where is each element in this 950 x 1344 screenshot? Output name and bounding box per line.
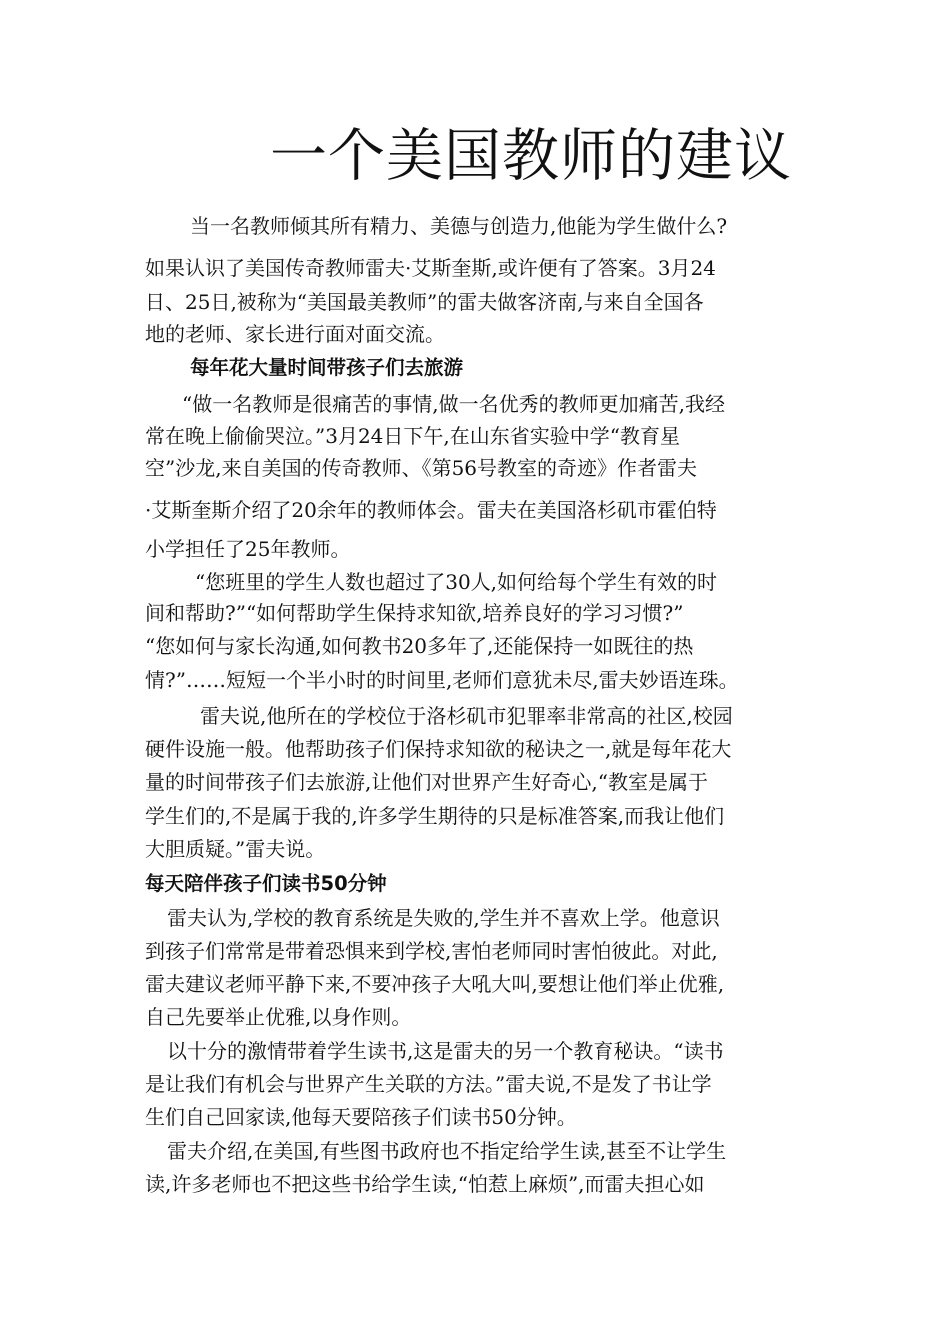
section-heading: 每天陪伴孩子们读书50分钟 [145,872,387,895]
text-line: “您班里的学生人数也超过了30人,如何给每个学生有效的时 [195,570,718,594]
text-line: 间和帮助?”“如何帮助学生保持求知欲,培养良好的学习习惯?” [145,601,684,625]
text-line: 情?”……短短一个半小时的时间里,老师们意犹未尽,雷夫妙语连珠。 [145,668,739,692]
text-line: 量的时间带孩子们去旅游,让他们对世界产生好奇心,“教室是属于 [145,770,708,794]
text-line: 是让我们有机会与世界产生关联的方法。”雷夫说,不是发了书让学 [145,1072,712,1096]
document-title: 一个美国教师的建议 [270,123,792,189]
text-line: 雷夫说,他所在的学校位于洛杉矶市犯罪率非常高的社区,校园 [200,704,733,728]
text-line: 雷夫认为,学校的教育系统是失败的,学生并不喜欢上学。他意识 [167,906,720,930]
text-line: 雷夫建议老师平静下来,不要冲孩子大吼大叫,要想让他们举止优雅, [145,972,725,996]
text-line: 生们自己回家读,他每天要陪孩子们读书50分钟。 [145,1105,577,1129]
text-line: 雷夫介绍,在美国,有些图书政府也不指定给学生读,甚至不让学生 [167,1139,727,1163]
text-line: 大胆质疑。”雷夫说。 [145,837,326,861]
text-line: 硬件设施一般。他帮助孩子们保持求知欲的秘诀之一,就是每年花大 [145,737,732,761]
text-line: 到孩子们常常是带着恐惧来到学校,害怕老师同时害怕彼此。对此, [145,939,718,963]
text-line: 读,许多老师也不把这些书给学生读,“怕惹上麻烦”,而雷夫担心如 [145,1172,705,1196]
text-line: 空”沙龙,来自美国的传奇教师、《第56号教室的奇迹》作者雷夫 [145,456,698,480]
text-line: 如果认识了美国传奇教师雷夫·艾斯奎斯,或许便有了答案。3月24 [145,256,716,280]
text-line: “做一名教师是很痛苦的事情,做一名优秀的教师更加痛苦,我经 [182,392,725,416]
text-line: 地的老师、家长进行面对面交流。 [145,322,445,346]
text-line: 小学担任了25年教师。 [145,537,351,561]
text-line: 日、25日,被称为“美国最美教师”的雷夫做客济南,与来自全国各 [145,290,704,314]
text-line: ·艾斯奎斯介绍了20余年的教师体会。雷夫在美国洛杉矶市霍伯特 [145,498,717,522]
text-line: 当一名教师倾其所有精力、美德与创造力,他能为学生做什么? [190,214,728,238]
text-line: 自己先要举止优雅,以身作则。 [145,1005,412,1029]
text-line: “您如何与家长沟通,如何教书20多年了,还能保持一如既往的热 [145,634,694,658]
section-heading: 每年花大量时间带孩子们去旅游 [190,356,464,379]
text-line: 常在晚上偷偷哭泣。”3月24日下午,在山东省实验中学“教育星 [145,424,680,448]
text-line: 以十分的激情带着学生读书,这是雷夫的另一个教育秘诀。“读书 [167,1039,724,1063]
text-line: 学生们的,不是属于我的,许多学生期待的只是标准答案,而我让他们 [145,804,725,828]
